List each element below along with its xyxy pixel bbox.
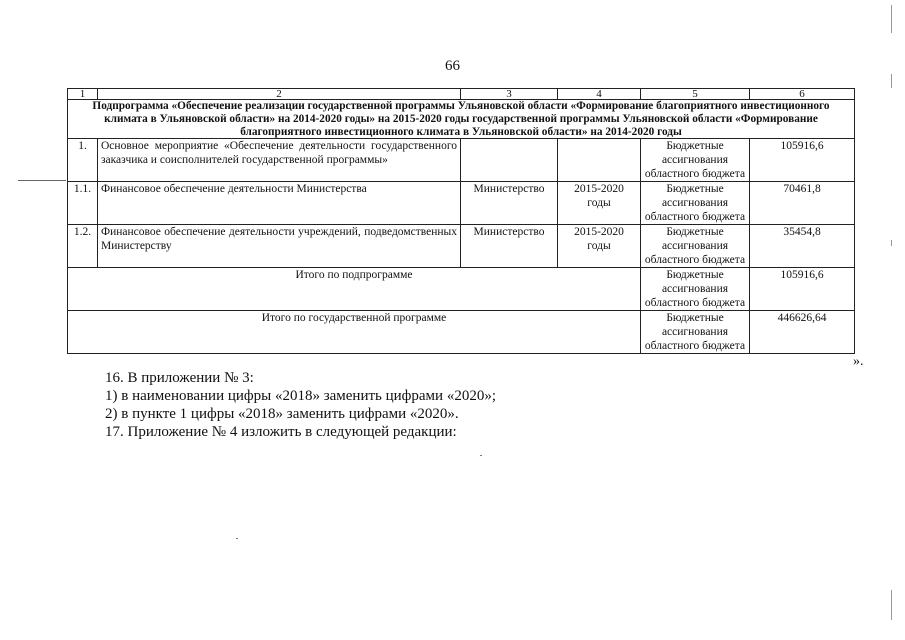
row-name: Финансовое обеспечение деятельности учреждений, подведомственных Министерству [98, 225, 461, 268]
row-funding-source: Бюджетные ассигнования областного бюджета [641, 225, 750, 268]
row-period [558, 139, 641, 182]
col-header-4: 4 [558, 89, 641, 100]
paragraph: 17. Приложение № 4 изложить в следующей редакции: [105, 424, 457, 440]
total-funding-source: Бюджетные ассигнования областного бюджета [641, 268, 750, 311]
subprogram-total-row [68, 268, 855, 311]
table-row [68, 139, 855, 182]
total-amount: 105916,6 [750, 268, 855, 311]
table-row [68, 182, 855, 225]
row-funding-source: Бюджетные ассигнования областного бюджета [641, 182, 750, 225]
col-header-2: 2 [98, 89, 461, 100]
col-header-5: 5 [641, 89, 750, 100]
total-label: Итого по подпрограмме [68, 268, 641, 311]
row-executor: Министерство [461, 182, 558, 225]
scan-speck [236, 538, 238, 539]
total-funding-source: Бюджетные ассигнования областного бюджета [641, 311, 750, 354]
table-row [68, 225, 855, 268]
row-executor: Министерство [461, 225, 558, 268]
row-amount: 105916,6 [750, 139, 855, 182]
paragraph: 1) в наименовании цифры «2018» заменить цифрами «2020»; [105, 388, 496, 404]
row-funding-source: Бюджетные ассигнования областного бюджета [641, 139, 750, 182]
row-number: 1.2. [68, 225, 98, 268]
row-name: Финансовое обеспечение деятельности Министерства [98, 182, 461, 225]
scan-edge-mark [891, 590, 892, 620]
scan-edge-mark [891, 5, 892, 33]
paragraph: 2) в пункте 1 цифры «2018» заменить цифрами «2020». [105, 406, 459, 422]
row-executor [461, 139, 558, 182]
row-number: 1.1. [68, 182, 98, 225]
row-name: Основное мероприятие «Обеспечение деятельности государственного заказчика и соисполнителей государственной программы» [98, 139, 461, 182]
row-number: 1. [68, 139, 98, 182]
row-period: 2015-2020 годы [558, 225, 641, 268]
scan-speck [480, 455, 482, 456]
closing-quote-mark: ». [853, 354, 864, 369]
program-total-row [68, 311, 855, 354]
col-header-3: 3 [461, 89, 558, 100]
col-header-1: 1 [68, 89, 98, 100]
paragraph: 16. В приложении № 3: [105, 370, 254, 386]
total-amount: 446626,64 [750, 311, 855, 354]
col-header-6: 6 [750, 89, 855, 100]
row-amount: 35454,8 [750, 225, 855, 268]
scan-edge-mark [891, 240, 892, 246]
row-period: 2015-2020 годы [558, 182, 641, 225]
scan-edge-mark [18, 180, 66, 181]
scan-edge-mark [891, 74, 892, 88]
subprogram-title: Подпрограмма «Обеспечение реализации государственной программы Ульяновской области «Формирование благоприятного инвестиционного климата в Ульяновской области» на 2014-2020 годы» на 2015-2020 годы государственной программы Ульяновской области «Формирование благоприятного инвестиционного климата в Ульяновской области» на 2014-2020 годы [68, 100, 855, 139]
table-header-row [68, 89, 855, 100]
row-amount: 70461,8 [750, 182, 855, 225]
page-number: 66 [445, 58, 460, 74]
total-label: Итого по государственной программе [68, 311, 641, 354]
amendment-text [105, 369, 496, 441]
budget-table [67, 88, 855, 354]
